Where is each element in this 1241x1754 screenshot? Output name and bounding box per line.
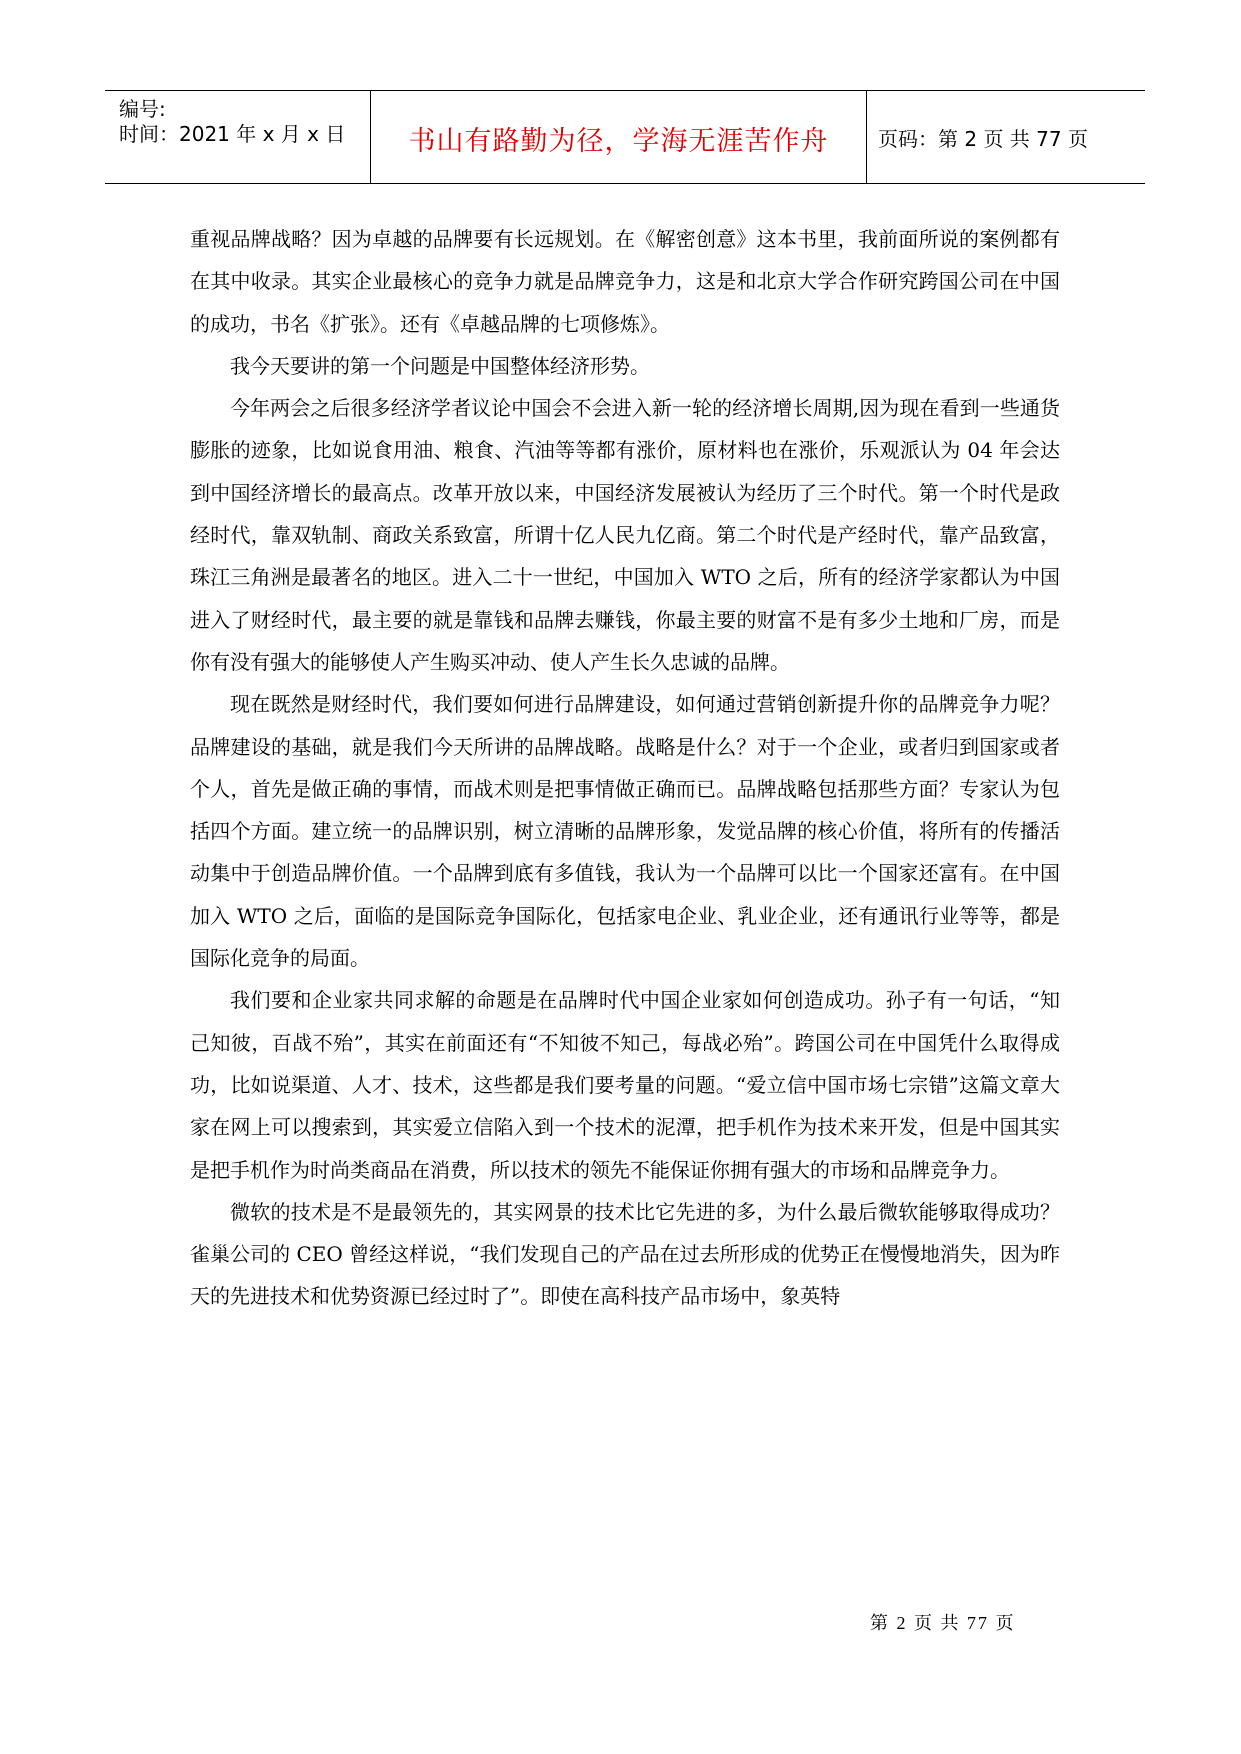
header-left-cell — [105, 91, 370, 183]
page-header — [105, 90, 1145, 184]
header-right-cell — [866, 91, 1145, 183]
paragraph-2: 我今天要讲的第一个问题是中国整体经济形势。 — [230, 353, 650, 378]
header-motto: 书山有路勤为径，学海无涯苦作舟 — [408, 126, 829, 157]
paragraph-3: 今年两会之后很多经济学者议论中国会不会进入新一轮的经济增长周期,因为现在看到一些通货膨胀的迹象，比如说食用油、粮食、汽油等等都有涨价，原材料也在涨价，乐观派认为 04 年会达到中国经济增长的最高点。改革开放以来，中国经济发展被认为经历了三个时代。第一个时代是政经时代，靠双轨制、商政关系致富，所谓十亿人民九亿商。第二个时代是产经时代，靠产品致富，珠江三角洲是最著名的地区。进入二十一世纪，中国加入 WTO 之后，所有的经济学家都认为中国进入了财经时代，最主要的就是靠钱和品牌去赚钱，你最主要的财富不是有多少土地和厂房，而是你有没有强大的能够使人产生购买冲动、使人产生长久忠诚的品牌。 — [190, 396, 1060, 674]
document-id-label: 编号: — [119, 97, 166, 121]
paragraph-1: 重视品牌战略？因为卓越的品牌要有长远规划。在《解密创意》这本书里，我前面所说的案例都有在其中收录。其实企业最核心的竞争力就是品牌竞争力，这是和北京大学合作研究跨国公司在中国的成功，书名《扩张》。还有《卓越品牌的七项修炼》。 — [190, 227, 1060, 336]
document-time-label: 时间：2021 年 x 月 x 日 — [119, 122, 346, 146]
document-body — [190, 218, 1060, 1318]
page-footer-number: 第 2 页 共 77 页 — [870, 1613, 1016, 1633]
header-page-number: 页码：第 2 页 共 77 页 — [878, 127, 1088, 151]
paragraph-6: 微软的技术是不是最领先的，其实网景的技术比它先进的多，为什么最后微软能够取得成功？雀巢公司的 CEO 曾经这样说，“我们发现自己的产品在过去所形成的优势正在慢慢地消失，因为昨天的先进技术和优势资源已经过时了”。即使在高科技产品市场中，象英特 — [190, 1199, 1060, 1309]
header-middle-cell — [370, 91, 867, 183]
paragraph-4: 现在既然是财经时代，我们要如何进行品牌建设，如何通过营销创新提升你的品牌竞争力呢？品牌建设的基础，就是我们今天所讲的品牌战略。战略是什么？对于一个企业，或者归到国家或者个人，首先是做正确的事情，而战术则是把事情做正确而已。品牌战略包括那些方面？专家认为包括四个方面。建立统一的品牌识别，树立清晰的品牌形象，发觉品牌的核心价值，将所有的传播活动集中于创造品牌价值。一个品牌到底有多值钱，我认为一个品牌可以比一个国家还富有。在中国加入 WTO 之后，面临的是国际竞争国际化，包括家电企业、乳业企业，还有通讯行业等等，都是国际化竞争的局面。 — [190, 692, 1060, 971]
paragraph-5: 我们要和企业家共同求解的命题是在品牌时代中国企业家如何创造成功。孙子有一句话，“知己知彼，百战不殆”，其实在前面还有“不知彼不知己，每战必殆”。跨国公司在中国凭什么取得成功，比如说渠道、人才、技术，这些都是我们要考量的问题。“爱立信中国市场七宗错”这篇文章大家在网上可以搜索到，其实爱立信陷入到一个技术的泥潭，把手机作为技术来开发，但是中国其实是把手机作为时尚类商品在消费，所以技术的领先不能保证你拥有强大的市场和品牌竞争力。 — [190, 988, 1060, 1182]
